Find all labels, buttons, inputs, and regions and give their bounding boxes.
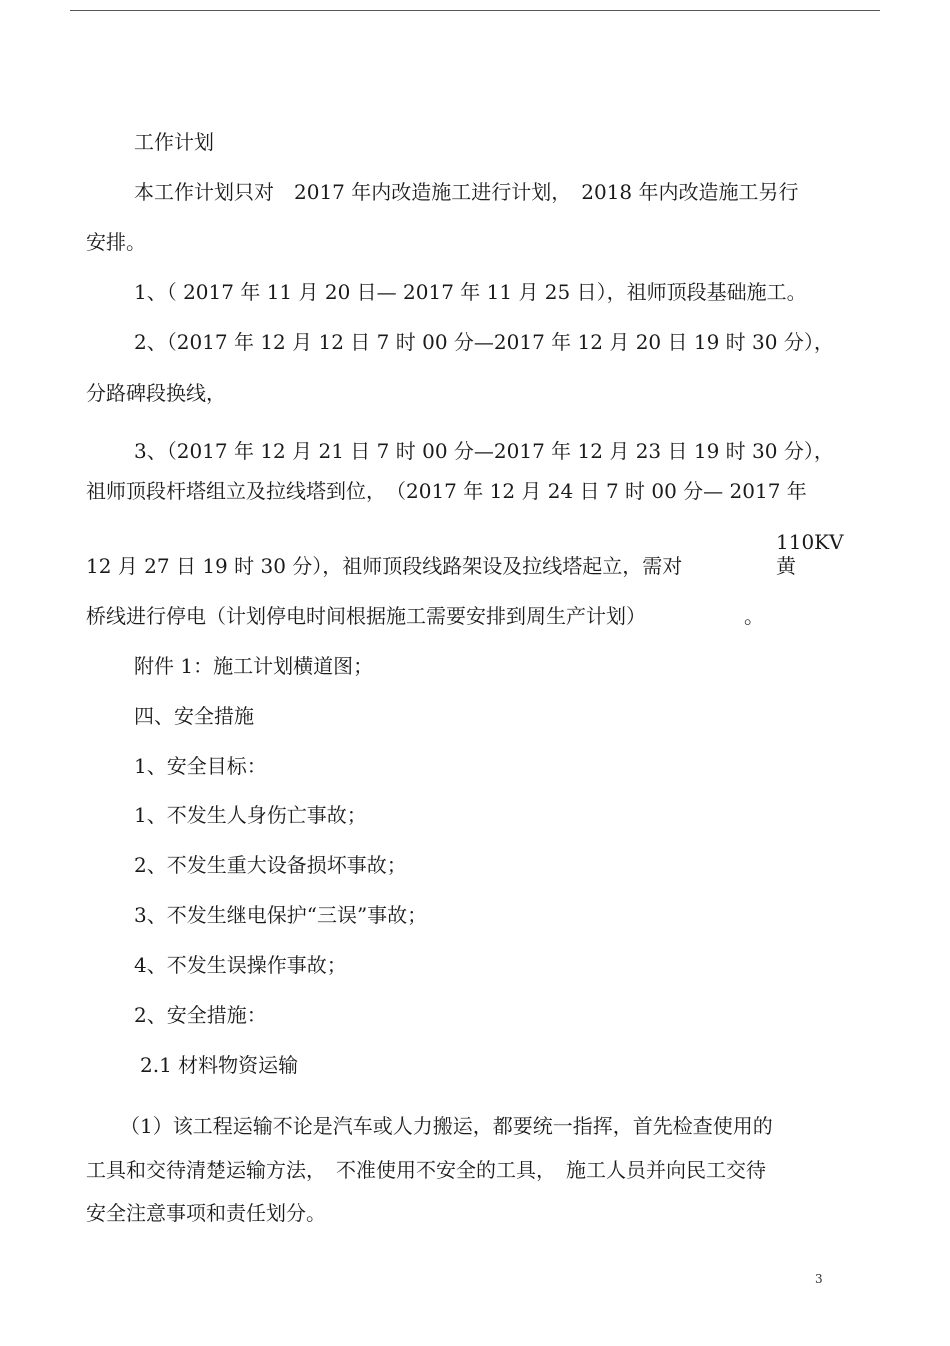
sentence-end-mark: 。 <box>744 604 764 628</box>
plan-item-1: 1、（ 2017 年 11 月 20 日— 2017 年 11 月 25 日），祖师顶段基础施工。 <box>134 280 807 304</box>
plan-item-2: 2、（2017 年 12 月 12 日 7 时 00 分—2017 年 12 月 20 日 19 时 30 分）， <box>134 330 834 354</box>
paragraph-line: 工具和交待清楚运输方法， 不准使用不安全的工具， 施工人员并向民工交待 <box>86 1158 766 1182</box>
safety-goal-item: 4、不发生误操作事故； <box>134 953 347 977</box>
paragraph-line: 祖师顶段杆塔组立及拉线塔到位， （2017 年 12 月 24 日 7 时 00 分— 2017 年 <box>86 479 807 503</box>
paragraph-line: 安排。 <box>86 230 146 254</box>
safety-goal-item: 2、不发生重大设备损坏事故； <box>134 853 407 877</box>
paragraph-line: 桥线进行停电（计划停电时间根据施工需要安排到周生产计划） <box>86 604 646 628</box>
section-title-safety-measures: 四、安全措施 <box>134 704 254 728</box>
safety-goal-item: 1、不发生人身伤亡事故； <box>134 803 367 827</box>
page-number: 3 <box>815 1272 823 1286</box>
voltage-label: 110KV <box>776 530 844 554</box>
safety-goal-item: 3、不发生继电保护“三误”事故； <box>134 903 428 927</box>
attachment-line: 附件 1：施工计划横道图； <box>134 654 374 678</box>
paragraph-line: 12 月 27 日 19 时 30 分），祖师顶段线路架设及拉线塔起立，需对 <box>86 554 683 578</box>
paragraph-line: 分路碑段换线， <box>86 381 226 405</box>
paragraph-line: 安全注意事项和责任划分。 <box>86 1201 326 1225</box>
header-rule <box>70 10 880 11</box>
subsection-safety-goals: 1、安全目标： <box>134 754 267 778</box>
section-title-work-plan: 工作计划 <box>134 130 214 154</box>
subsection-safety-measures: 2、安全措施： <box>134 1003 267 1027</box>
subsection-material-transport: 2.1 材料物资运输 <box>140 1053 299 1077</box>
paragraph-line: （1）该工程运输不论是汽车或人力搬运，都要统一指挥，首先检查使用的 <box>120 1114 773 1138</box>
line-name-fragment: 黄 <box>776 554 796 578</box>
paragraph-line: 本工作计划只对 2017 年内改造施工进行计划， 2018 年内改造施工另行 <box>134 180 799 204</box>
plan-item-3: 3、（2017 年 12 月 21 日 7 时 00 分—2017 年 12 月 23 日 19 时 30 分）， <box>134 439 834 463</box>
